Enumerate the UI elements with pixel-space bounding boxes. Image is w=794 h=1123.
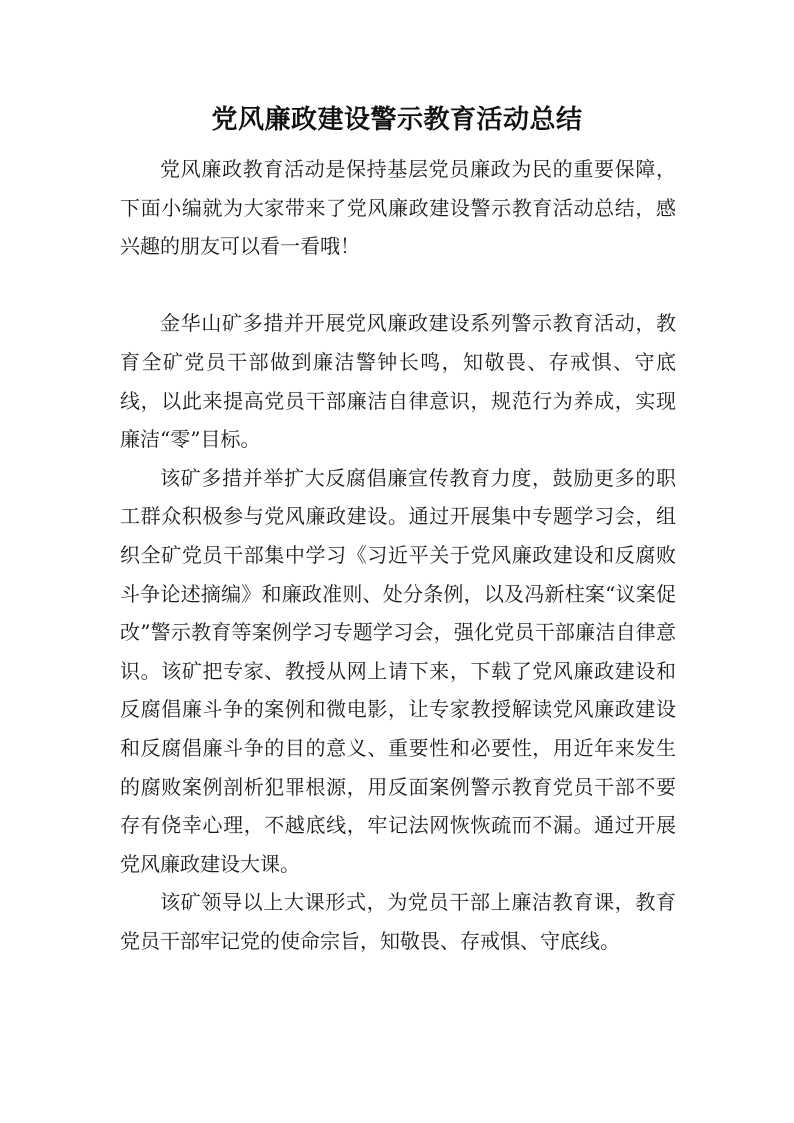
document-body (120, 150, 676, 960)
paragraph-spacer (120, 266, 676, 305)
document-title: 党风廉政建设警示教育活动总结 (211, 105, 583, 135)
body-paragraph-1: 金华山矿多措并开展党风廉政建设系列警示教育活动，教育全矿党员干部做到廉洁警钟长鸣，知敬畏、存戒惧、守底线，以此来提高党员干部廉洁自律意识，规范行为养成，实现廉洁“零”目标。 (120, 311, 676, 452)
body-paragraph-3: 该矿领导以上大课形式，为党员干部上廉洁教育课，教育党员干部牢记党的使命宗旨，知敬畏、存戒惧、守底线。 (120, 890, 676, 953)
body-paragraph-2: 该矿多措并举扩大反腐倡廉宣传教育力度，鼓励更多的职工群众积极参与党风廉政建设。通过开展集中专题学习会，组织全矿党员干部集中学习《习近平关于党风廉政建设和反腐败斗争论述摘编》和廉政准则、处分条例，以及冯新柱案“议案促改”警示教育等案例学习专题学习会，强化党员干部廉洁自律意识。该矿把专家、教授从网上请下来，下载了党风廉政建设和反腐倡廉斗争的案例和微电影，让专家教授解读党风廉政建设和反腐倡廉斗争的目的意义、重要性和必要性，用近年来发生的腐败案例剖析犯罪根源，用反面案例警示教育党员干部不要存有侥幸心理，不越底线，牢记法网恢恢疏而不漏。通过开展党风廉政建设大课。 (120, 465, 676, 876)
intro-paragraph: 党风廉政教育活动是保持基层党员廉政为民的重要保障，下面小编就为大家带来了党风廉政建设警示教育活动总结，感兴趣的朋友可以看一看哦！ (120, 157, 676, 259)
